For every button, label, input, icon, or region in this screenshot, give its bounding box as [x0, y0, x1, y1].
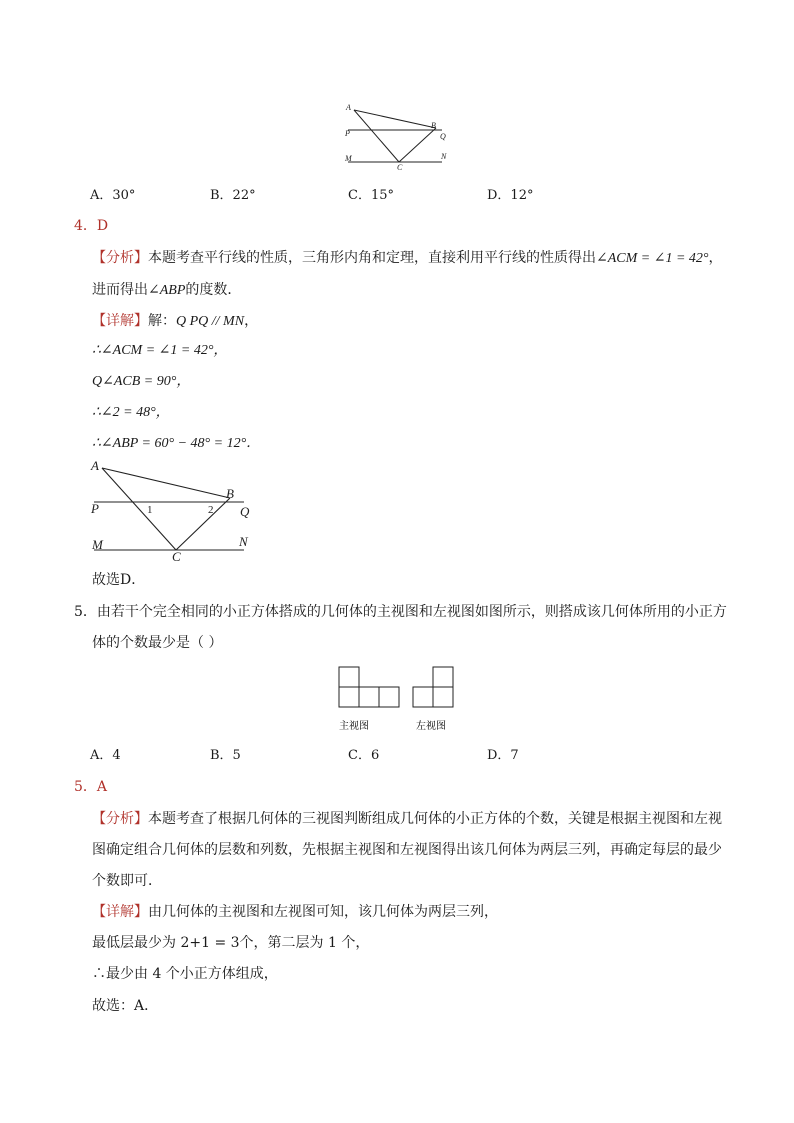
a4-label-m: M — [92, 537, 103, 552]
q3-option-a: A．30° — [90, 188, 136, 203]
analysis-text: 本题考查了根据几何体的三视图判断组成几何体的小正方体的个数，关键是根据主视图和左视 — [148, 811, 722, 827]
q5-option-b: B．5 — [210, 748, 241, 763]
q3-label-n: N — [441, 152, 447, 161]
math-expression: Q PQ // MN — [176, 314, 245, 329]
caption-front-view: 主视图 — [339, 721, 369, 732]
a4-angle-2: 2 — [208, 504, 214, 516]
a4-label-c: C — [172, 549, 181, 564]
answer-4-analysis-line2 — [92, 280, 241, 301]
answer-4-step-3: ∴∠2 = 48°， — [92, 405, 170, 420]
answer-4-step-4: ∴∠ABP = 60° − 48° = 12°． — [92, 436, 261, 451]
answer-5-analysis-line2: 图确定组合几何体的层数和列数，先根据主视图和左视图得出该几何体为两层三列，再确定每层的最少 — [92, 842, 722, 858]
answer-4-step-2: Q∠ACB = 90°， — [92, 374, 191, 389]
analysis-text: ， — [708, 250, 723, 266]
front-view-bottom-cube-2 — [359, 687, 379, 707]
detail-text: 解： — [148, 313, 176, 329]
answer-4-detail — [92, 311, 258, 332]
front-view-bottom-cube-3 — [379, 687, 399, 707]
q3-label-q: Q — [440, 132, 446, 141]
q3-option-d: D．12° — [487, 188, 534, 203]
left-view-bottom-cube-1 — [413, 687, 433, 707]
answer-5-detail-line3: ∴最少由 4 个小正方体组成， — [92, 966, 278, 982]
answer-4-analysis-line1 — [92, 248, 723, 269]
analysis-tag: 【分析】 — [92, 811, 148, 827]
detail-text: 由几何体的主视图和左视图可知，该几何体为两层三列， — [148, 904, 498, 920]
q5-option-d: D．7 — [487, 748, 519, 763]
detail-tag: 【详解】 — [92, 904, 148, 920]
analysis-tag: 【分析】 — [92, 250, 148, 266]
answer-4-number: 4．D — [74, 218, 109, 234]
left-view — [413, 667, 453, 707]
answer-5-conclusion: 故选：A． — [92, 998, 159, 1014]
question-5-line2: 体的个数最少是（ ） — [92, 635, 223, 651]
question-5-line1: 5．由若干个完全相同的小正方体搭成的几何体的主视图和左视图如图所示，则搭成该几何体所用的小正方 — [74, 604, 727, 620]
analysis-text: 进而得出 — [92, 282, 148, 298]
a4-segment-bc — [176, 498, 230, 550]
math-expression: ∠ACM = ∠1 = 42° — [596, 251, 709, 266]
q3-label-c: C — [397, 163, 403, 172]
left-view-bottom-cube-2 — [433, 687, 453, 707]
answer-5-detail-line1 — [92, 902, 498, 922]
q3-option-c: C．15° — [348, 188, 394, 203]
a4-label-p: P — [91, 501, 99, 516]
q3-label-b: B — [431, 121, 436, 130]
q3-figure — [340, 100, 455, 172]
detail-tag: 【详解】 — [92, 313, 148, 329]
q3-label-a: A — [346, 103, 351, 112]
detail-text: ， — [244, 313, 259, 329]
left-view-top-cube — [433, 667, 453, 687]
a4-segment-ac — [102, 468, 176, 550]
q3-label-p: P — [345, 129, 350, 138]
q3-option-b: B．22° — [210, 188, 256, 203]
answer-5-number: 5．A — [74, 779, 108, 795]
q3-segment-bc — [399, 128, 436, 162]
a4-segment-ab — [102, 468, 230, 498]
a4-label-a: A — [91, 458, 99, 473]
a4-label-b: B — [226, 486, 234, 501]
answer-5-analysis-line1 — [92, 809, 722, 829]
front-view-top-cube — [339, 667, 359, 687]
answer-5-analysis-line3: 个数即可． — [92, 873, 162, 889]
analysis-text: 本题考查平行线的性质，三角形内角和定理，直接利用平行线的性质得出 — [148, 250, 596, 266]
q3-label-m: M — [345, 154, 352, 163]
q5-option-c: C．6 — [348, 748, 380, 763]
answer-5-detail-line2: 最低层最少为 2+1 = 3个，第二层为 1 个， — [92, 935, 370, 951]
a4-label-q: Q — [240, 504, 250, 519]
front-view — [339, 667, 399, 707]
answer-4-step-1: ∴∠ACM = ∠1 = 42°， — [92, 343, 228, 358]
answer-4-figure — [88, 458, 260, 564]
q5-option-a: A．4 — [90, 748, 121, 763]
q5-views-figure — [336, 665, 460, 735]
analysis-text: 的度数． — [185, 282, 242, 298]
front-view-bottom-cube-1 — [339, 687, 359, 707]
caption-left-view: 左视图 — [416, 721, 446, 732]
a4-label-n: N — [239, 534, 248, 549]
q3-segment-ac — [354, 110, 399, 162]
q3-segment-ab — [354, 110, 436, 128]
math-expression: ∠ABP — [148, 283, 186, 298]
a4-angle-1: 1 — [147, 504, 153, 516]
answer-4-conclusion: 故选D． — [92, 572, 146, 588]
